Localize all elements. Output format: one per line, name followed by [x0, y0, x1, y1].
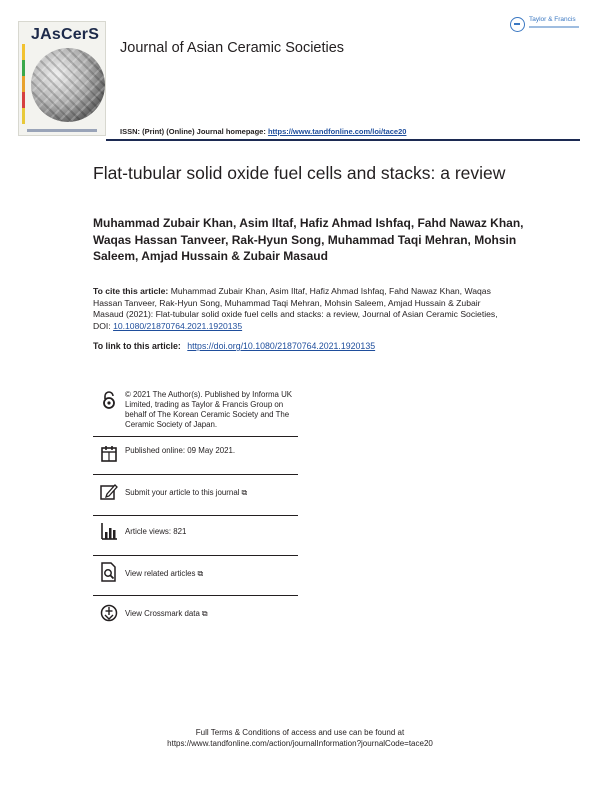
- header-divider: [106, 139, 580, 141]
- search-document-icon: [99, 562, 119, 582]
- info-divider: [93, 515, 298, 516]
- citation-text: Muhammad Zubair Khan, Asim Iltaf, Hafiz Ahmad Ishfaq, Fahd Nawaz Khan, Waqas Hassan Tanveer, Rak-Hyun Song, Muhammad Taqi Mehran, Mohsin Saleem, Amjad Hussain & Zubair Masaud (2021): Flat-tubular solid oxide fuel cells and stacks: a review, Journal of Asian Ceramic Societies, DOI:: [93, 286, 498, 331]
- article-views: Article views: 821: [125, 527, 187, 536]
- citation-label: To cite this article:: [93, 286, 169, 296]
- info-divider: [93, 595, 298, 596]
- info-divider: [93, 436, 298, 437]
- publisher-logo-icon: [510, 17, 525, 32]
- cover-globe-texture: [31, 48, 105, 122]
- submit-article-link[interactable]: [125, 488, 305, 498]
- edit-icon: [99, 482, 119, 502]
- publisher-logo[interactable]: [510, 15, 586, 37]
- publisher-logo-underline: [529, 26, 579, 28]
- article-authors: Muhammad Zubair Khan, Asim Iltaf, Hafiz Ahmad Ishfaq, Fahd Nawaz Khan, Waqas Hassan Tanveer, Rak-Hyun Song, Muhammad Taqi Mehran, Mohsin Saleem, Amjad Hussain & Zubair Masaud: [93, 216, 524, 263]
- article-link-row: [93, 341, 375, 351]
- article-link-url[interactable]: https://doi.org/10.1080/21870764.2021.1920135: [187, 341, 376, 351]
- external-link-icon: ⧉: [197, 569, 204, 578]
- doi-link[interactable]: 10.1080/21870764.2021.1920135: [113, 320, 243, 331]
- calendar-icon: [99, 444, 119, 464]
- submit-article-text: Submit your article to this journal: [125, 488, 240, 497]
- publisher-logo-text: Taylor & Francis: [529, 16, 576, 23]
- cover-stripe: [22, 44, 25, 124]
- related-articles-link[interactable]: [125, 569, 305, 579]
- article-title: Flat-tubular solid oxide fuel cells and stacks: a review: [93, 163, 506, 183]
- journal-title: Journal of Asian Ceramic Societies: [120, 40, 345, 56]
- cover-abbreviation: JAsCerS: [31, 26, 100, 43]
- journal-homepage-link[interactable]: https://www.tandfonline.com/loi/tace20: [267, 127, 407, 136]
- crossmark-text: View Crossmark data: [125, 609, 200, 618]
- citation-block: [93, 286, 513, 332]
- info-divider: [93, 474, 298, 475]
- cover-publisher-mark: [27, 129, 97, 132]
- license-text: © 2021 The Author(s). Published by Informa UK Limited, trading as Taylor & Francis Group on behalf of The Korean Ceramic Society and The Ceramic Society of Japan.: [125, 390, 293, 429]
- open-access-icon: [99, 390, 119, 410]
- info-divider: [93, 555, 298, 556]
- footer: [0, 727, 600, 749]
- article-link-label: To link to this article:: [93, 341, 181, 351]
- related-articles-text: View related articles: [125, 569, 196, 578]
- issn-line: [120, 127, 406, 136]
- external-link-icon: ⧉: [241, 488, 248, 497]
- crossmark-link[interactable]: [125, 609, 305, 619]
- crossmark-icon: [99, 603, 119, 623]
- published-date: Published online: 09 May 2021.: [125, 446, 236, 455]
- journal-cover: [18, 21, 106, 136]
- external-link-icon: ⧉: [201, 609, 208, 618]
- footer-terms-text: Full Terms & Conditions of access and use can be found at: [195, 728, 405, 737]
- bar-chart-icon: [99, 521, 119, 541]
- issn-label: ISSN: (Print) (Online) Journal homepage:: [120, 127, 266, 136]
- footer-terms-link[interactable]: https://www.tandfonline.com/action/journalInformation?journalCode=tace20: [167, 739, 433, 748]
